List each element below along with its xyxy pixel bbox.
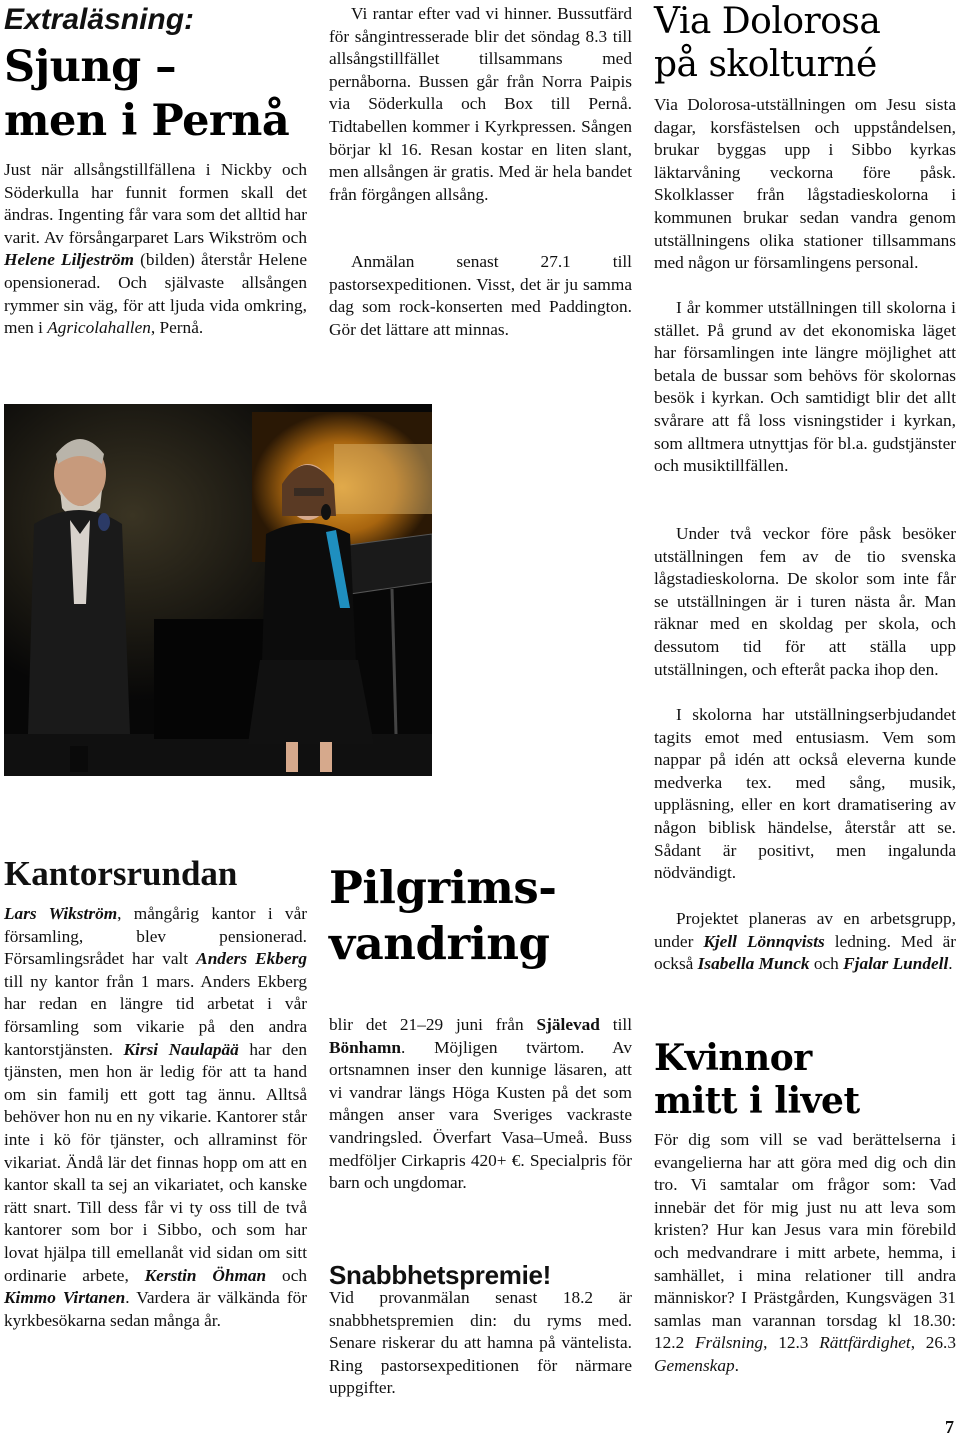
text-run: . [734, 1355, 739, 1375]
pilgrim-heading-line-2: vandring [329, 917, 550, 970]
kvinnor-heading-line-1: Kvinnor [654, 1037, 812, 1079]
emphasis-text: Kimmo Virtanen [4, 1288, 126, 1308]
text-run: (bilden) återstår Helene opensionerad. Och självaste allsången rymmer sin väg, för att ljuda vida omkring, men i [4, 250, 307, 338]
text-run: , mångårig kantor i vår församling, blev pensionerad. Församlingsrådet har valt [4, 904, 307, 969]
emphasis-text: Kerstin Öhman [144, 1265, 267, 1285]
kvinnor-paragraph [654, 1129, 956, 1378]
via-heading-line-1: Via Dolorosa [654, 1, 881, 42]
headline-line-1: Sjung – [4, 42, 177, 92]
emphasis-text: Anders Ekberg [196, 949, 307, 969]
emphasis-text: Kirsi Naulapää [123, 1039, 239, 1059]
via-heading [654, 0, 880, 86]
text-run: För dig som vill se vad berättelserna i evangelierna har att göra med dig och din tro. Vi samtalar om frågor som: Vad innebär det för mig just nu att leva som kristen? Hur kan Jesus vara min förebild och medvandrare i mitt arbete, hemma, i samhället, i mina relationer till andra människor? I Prästgården, Kungsvägen 31 samlas man varannan torsdag kl 18.30: 12.2 [654, 1130, 956, 1353]
emphasis-text: Rättfärdighet [819, 1333, 911, 1353]
text-run: . Möjligen tvärtom. Av ortsnamnen inser den kunnige läsaren, att vi vandrar längs Höga Kusten på det som mången anser vara Sveriges vackraste vandringsled. Överfart Vasa–Umeå. Buss medföljer Cirkapris 420+ €. Specialpris för barn och ungdomar. [329, 1037, 632, 1193]
kantor-paragraph [4, 903, 307, 1332]
emphasis-text: Isabella Munck [697, 954, 810, 974]
via-paragraph-3: Under två veckor före påsk besöker utställningen fem av de tio svenska lågstadieskolorna. De skolor som inte får se utställningen är i turen nästa år. Man räknar med en skoldag per skola, och dessutom tid för att ställa upp utställningen, och efteråt packa ihop den. [654, 524, 956, 679]
text-run: ledning. Med är också [654, 931, 957, 974]
via-paragraph-1: Via Dolorosa-utställningen om Jesu sista dagar, korsfästelsen och uppståndelsen, brukar byggas upp i Sibbo kyrkas läktarvåning veckorna före påsk. Skolklasser från lågstadieskolorna i kommunen brukar sedan vandra genom utställningens olika stationer tillsammans med någon ur församlingens personal. [654, 95, 956, 273]
emphasis-text: Frälsning [694, 1333, 764, 1353]
headline-line-2: men i Pernå [4, 96, 290, 146]
emphasis-text: Fjalar Lundell [843, 954, 949, 974]
emphasis-text: Kjell Lönnqvists [703, 931, 825, 951]
text-run: . Vardera är välkända för kyrkbesökarna sedan många år. [4, 1288, 307, 1330]
text-run: , 12.3 [763, 1333, 820, 1353]
text-run: till ny kantor från 1 mars. Anders Ekberg har redan en längre tid arbetat i vår församling som vikarie på den andra kantorstjänsten. [4, 971, 307, 1059]
photo-illustration [4, 404, 432, 776]
bus-paragraph: Vi rantar efter vad vi hinner. Bussutfärd för sångintresserade blir det söndag 8.3 till allsångstillfället tillsammans med pernåborna. Bussen går från Norra Paipis via Söderkulla och Box till Pernå. Tidtabellen kommer i Kyrkpressen. Sången börjar kl 16. Resan kostar en liten slant, men allsången är gratis. Med är hela bandet från förgången allsång. [329, 4, 632, 204]
emphasis-text: Bönhamn [329, 1037, 402, 1057]
emphasis-text: Gemenskap [654, 1355, 735, 1375]
text-run: , Pernå. [150, 318, 204, 338]
snabb-heading: Snabbhetspremie! [329, 1260, 552, 1290]
text-run: till [599, 1015, 632, 1034]
text-run: blir det 21–29 juni från [329, 1015, 537, 1034]
pilgrim-heading [329, 860, 556, 972]
emphasis-text: Agricolahallen [47, 318, 151, 338]
kvinnor-heading [654, 1037, 860, 1123]
snabb-paragraph: Vid provanmälan senast 18.2 är snabbhetspremien din: du ryms med. Senare riskerar du att hamna på väntelista. Ring pastorsexpeditionen för närmare uppgifter. [329, 1288, 632, 1398]
page-number: 7 [945, 1417, 954, 1437]
headline [4, 40, 289, 148]
text-run: och [266, 1265, 308, 1285]
text-run: Projektet planeras av en arbetsgrupp, under [654, 909, 956, 951]
emphasis-text: Lars Wikström [4, 904, 118, 923]
via-paragraph-5 [654, 908, 956, 976]
kvinnor-heading-line-2: mitt i livet [654, 1080, 860, 1122]
pilgrim-heading-line-1: Pilgrims- [329, 861, 557, 914]
via-paragraph-4: I skolorna har utställningserbjudandet tagits emot med entusiasm. Vem som nappar på idén att också eleverna kunde medverka tex. med sång, musik, uppläsning, eller en kort dramatisering av någon biblisk händelse, återstår att se. Sådant är positivt, men ingalunda nödvändigt. [654, 705, 956, 883]
pilgrim-paragraph [329, 1014, 632, 1195]
kantor-heading: Kantorsrundan [4, 854, 238, 893]
text-run: Just när allsångstillfällena i Nickby och Söderkulla har funnit formen skall det ändras. Ingenting får vara som det alltid har varit. Av försångarparet Lars Wikström och [4, 160, 307, 247]
intro-paragraph [4, 159, 307, 340]
kicker: Extraläsning: [4, 3, 195, 36]
text-run: . [948, 954, 953, 974]
via-paragraph-2: I år kommer utställningen till skolorna i stället. På grund av det ekonomiska läget har församlingen inte längre möjlighet att betala de bussar som behövs för skolornas besök i kyrkan. Och samtidigt blir det allt svårare att få loss visningstider i kyrkan, som alltmera utnyttjas för bl.a. gudstjänster och musiktillfällen. [654, 298, 956, 476]
emphasis-text: Helene Liljeström [4, 250, 134, 270]
text-run: , 26.3 [910, 1333, 957, 1353]
signup-paragraph: Anmälan senast 27.1 till pastorsexpeditionen. Visst, det är ju samma dag som rock-konserten med Paddington. Gör det lättare att minnas. [329, 252, 632, 339]
singers-photo [4, 404, 432, 776]
emphasis-text: Själevad [536, 1015, 600, 1034]
text-run: har den tjänsten, men hon är ledig för att ta hand om sin familj ett gott tag ännu. Alltså behöver hon nu en ny vikarie. Kantorer står inte i kö för tjänster, och allraminst för vikariat. Ändå lär det finnas hopp om att en kantor skall ta sej an vikariatet, och kanske rätt snart. Till dess får vi ty oss till de två kantorer som bor i Sibbo, och som har lovat hjälpa till emellanåt vid sidan om sitt ordinarie arbete, [4, 1039, 307, 1285]
via-heading-line-2: på skolturné [654, 44, 877, 85]
text-run: och [809, 954, 844, 974]
